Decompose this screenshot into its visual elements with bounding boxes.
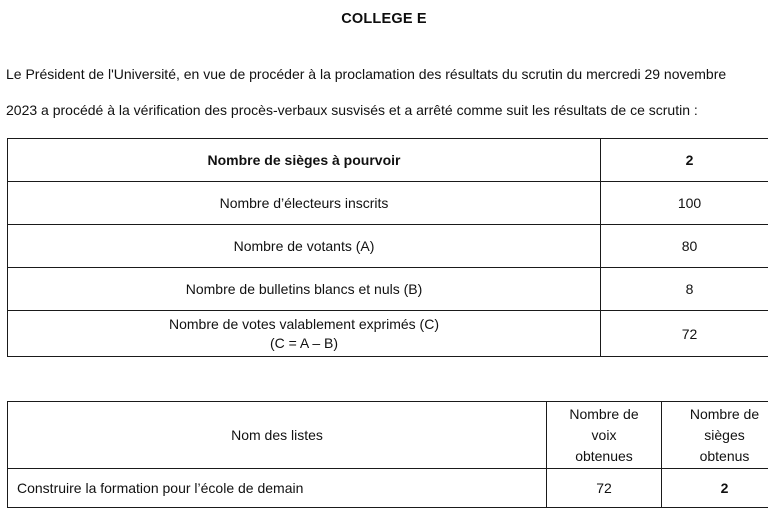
intro-paragraph	[6, 56, 764, 128]
header-seats-obtained	[662, 402, 768, 469]
header-list-name: Nom des listes	[8, 402, 547, 469]
summary-value-valid-votes: 72	[601, 311, 768, 357]
summary-table	[7, 138, 768, 357]
table-row	[8, 182, 768, 225]
table-row	[8, 469, 768, 508]
list-votes-cell: 72	[547, 469, 662, 508]
header-seats-obtained-line-3: obtenus	[699, 447, 750, 464]
header-votes-obtained-line-1: Nombre de	[569, 405, 639, 422]
summary-value-blank-null: 8	[601, 268, 768, 311]
header-votes-obtained-line-3: obtenues	[575, 447, 633, 464]
summary-label-seats: Nombre de sièges à pourvoir	[8, 139, 601, 182]
table-header-row	[8, 402, 768, 469]
table-row	[8, 225, 768, 268]
table-row	[8, 268, 768, 311]
intro-line-2: 2023 a procédé à la vérification des procès-verbaux susvisés et a arrêté comme suit les résultats de ce scrutin :	[6, 102, 698, 118]
lists-results-table	[7, 401, 768, 508]
summary-label-valid-votes-main: Nombre de votes valablement exprimés (C)	[169, 315, 439, 332]
list-seats-cell: 2	[662, 469, 768, 508]
summary-value-registered: 100	[601, 182, 768, 225]
intro-line-1: Le Président de l'Université, en vue de procéder à la proclamation des résultats du scrutin du mercredi 29 novembre	[6, 66, 727, 82]
header-seats-obtained-line-1: Nombre de	[689, 405, 760, 422]
table-row	[8, 139, 768, 182]
summary-label-registered: Nombre d’électeurs inscrits	[8, 182, 601, 225]
summary-label-voters: Nombre de votants (A)	[8, 225, 601, 268]
summary-value-voters: 80	[601, 225, 768, 268]
list-name-cell: Construire la formation pour l’école de demain	[8, 469, 547, 508]
header-seats-obtained-line-2: sièges	[704, 426, 745, 443]
summary-label-blank-null: Nombre de bulletins blancs et nuls (B)	[8, 268, 601, 311]
summary-label-valid-votes	[8, 311, 601, 357]
summary-label-valid-votes-formula: (C = A – B)	[269, 334, 339, 351]
header-votes-obtained	[547, 402, 662, 469]
table-row	[8, 311, 768, 357]
header-votes-obtained-line-2: voix	[591, 426, 617, 443]
summary-value-seats: 2	[601, 139, 768, 182]
page-title: COLLEGE E	[341, 11, 427, 27]
